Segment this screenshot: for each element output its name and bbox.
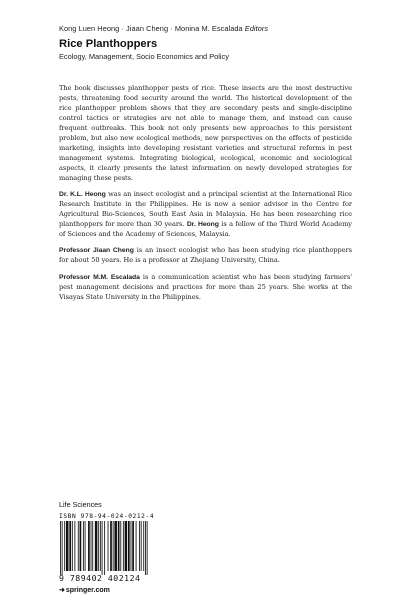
book-title: Rice Planthoppers: [59, 38, 158, 50]
barcode-bar: [80, 521, 82, 571]
barcode-bar: [120, 521, 121, 571]
barcode-bar: [62, 521, 63, 575]
cover-footer: [59, 500, 199, 594]
intro-paragraph: The book discusses planthopper pests of rice. These insects are the most destructive pests, threatening food security around the world. The historical development of the rice planthopper problem shows that they are secondary pests and single-discipline control tactics or strategies are not able to manage them, and instead can cause frequent outbreaks. This book not only presents new approaches to this persistent problem, but also new ecological methods, new perspectives on the effects of pesticide marketing, insights into developing resistant varieties and structural reforms in pest management systems. Integrating biological, ecological, economic and sociological aspects, it clearly presents the latest information on newly developed strategies for managing these pests.: [59, 84, 352, 182]
barcode-bar: [88, 521, 90, 571]
barcode: [59, 513, 185, 583]
heong-paragraph: [59, 190, 352, 240]
barcode-bar: [69, 521, 71, 571]
barcode-bar: [123, 521, 124, 571]
barcode-bar: [64, 521, 65, 571]
cheng-bio: is an insect ecologist who has been studying rice planthoppers for about 50 years. He is a professor at Zhejiang University, China.: [59, 246, 353, 265]
escalada-name: Professor M.M. Escalada: [59, 273, 140, 281]
series-label: Life Sciences: [59, 500, 102, 509]
escalada-paragraph: [59, 273, 352, 303]
barcode-bar: [114, 521, 117, 571]
barcode-bar: [139, 521, 140, 571]
barcode-bar: [83, 521, 84, 571]
barcode-digits: 9 789402 402124: [59, 573, 141, 583]
blurb-body: [59, 84, 352, 309]
barcode-bar: [128, 521, 130, 571]
barcode-bar: [102, 521, 103, 575]
barcode-bar: [66, 521, 69, 571]
barcode-bar: [125, 521, 128, 571]
publisher-link[interactable]: [59, 586, 199, 594]
heong-bio-1: was an insect ecologist and a principal scientist at the International Rice Research Institute in the Philippines. He is now a senior advisor in the Centre for Agricultural Bio-Sciences, South East Asia in Malaysia. He has been researching rice planthoppers for more than 30 years.: [59, 190, 352, 228]
barcode-bar: [143, 521, 144, 571]
barcode-bar: [136, 521, 137, 571]
barcode-bar: [74, 521, 75, 571]
publisher-label: springer.com: [65, 587, 110, 594]
book-subtitle: Ecology, Management, Socio Economics and Policy: [59, 52, 229, 61]
barcode-bar: [95, 521, 98, 571]
barcode-bar: [78, 521, 79, 571]
barcode-bar: [110, 521, 112, 571]
escalada-bio: is a communication scientist who has been studying farmers' pest management decisions and practices for more than 25 years. She works at the Visayas State University in the Philippines.: [59, 272, 352, 301]
barcode-bar: [72, 521, 73, 571]
barcode-bars: [59, 521, 185, 575]
arrow-icon: ➜: [59, 587, 65, 594]
barcode-bar: [100, 521, 101, 571]
cover-header: [59, 24, 379, 61]
isbn-label: ISBN 978-94-024-0212-4: [59, 513, 155, 520]
barcode-bar: [131, 521, 132, 571]
barcode-bar: [113, 521, 114, 571]
barcode-bar: [132, 521, 134, 571]
barcode-bar: [98, 521, 99, 571]
barcode-bar: [108, 521, 109, 571]
barcode-bar: [147, 521, 148, 575]
barcode-bar: [60, 521, 61, 575]
barcode-bar: [92, 521, 93, 571]
editors-line: [59, 24, 379, 33]
editors-names: Kong Luen Heong · Jiaan Cheng · Monina M. Escalada: [59, 24, 243, 33]
barcode-bar: [141, 521, 142, 571]
barcode-bar: [118, 521, 120, 571]
barcode-bar: [104, 521, 105, 575]
barcode-bar: [85, 521, 86, 571]
editors-role: Editors: [244, 24, 269, 33]
barcode-bar: [91, 521, 92, 571]
heong-name-2: Dr. Heong: [186, 220, 219, 228]
heong-bio-2: is a fellow of the Third World Academy of Sciences and the Academy of Sciences, Malaysia.: [59, 219, 352, 238]
barcode-bar: [145, 521, 146, 575]
cheng-name: Professor Jiaan Cheng: [59, 247, 134, 255]
heong-name: Dr. K.L. Heong: [59, 191, 106, 199]
cheng-paragraph: [59, 246, 352, 266]
